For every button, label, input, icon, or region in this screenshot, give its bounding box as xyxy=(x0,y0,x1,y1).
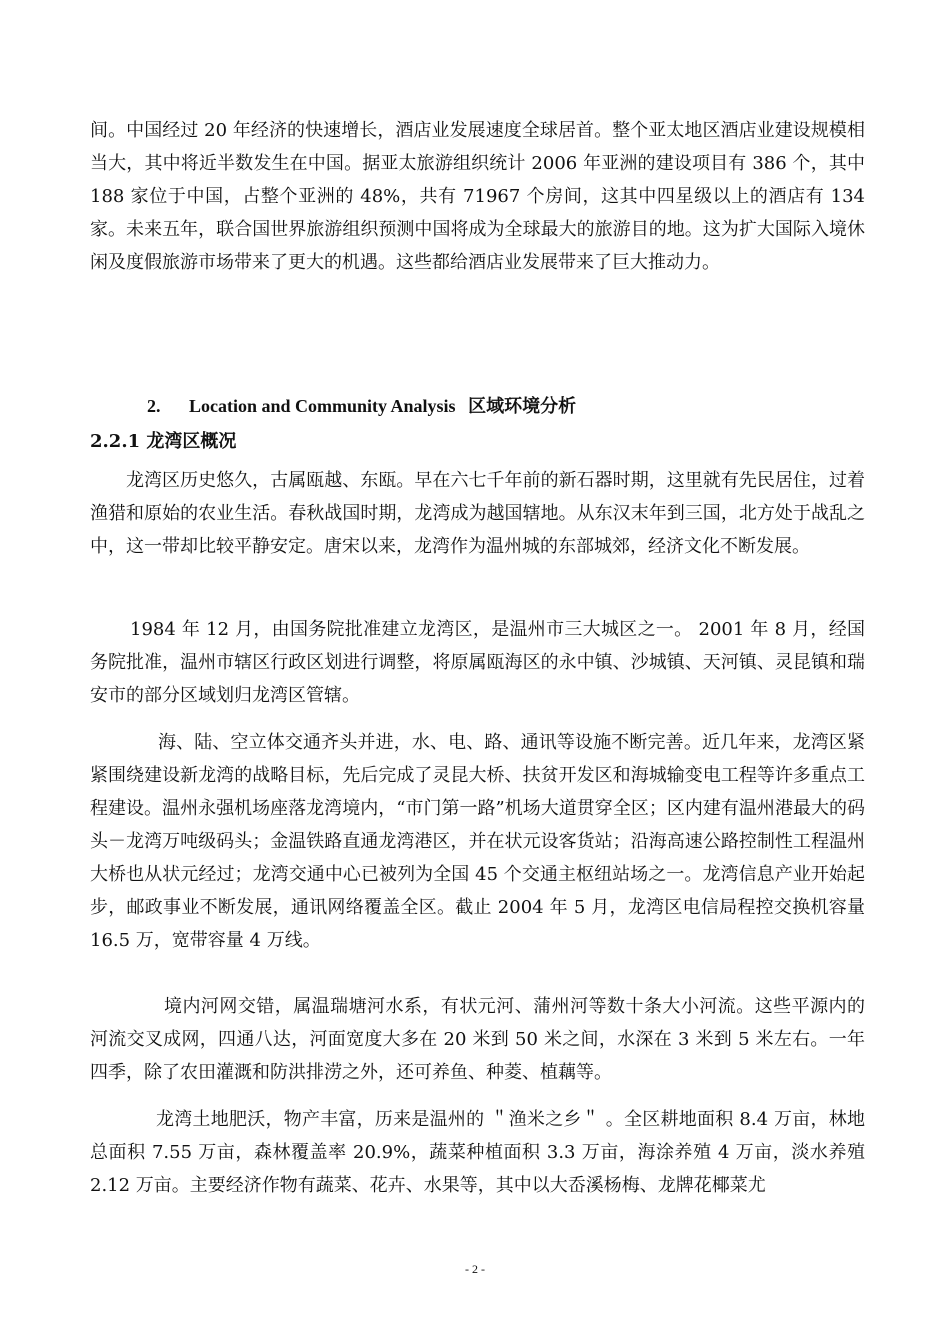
page-number: - 2 - xyxy=(465,1262,485,1276)
section-title-chinese: 区域环境分析 xyxy=(468,396,577,417)
subsection-heading xyxy=(90,429,236,455)
intro-paragraph: 间。中国经过 20 年经济的快速增长，酒店业发展速度全球居首。整个亚太地区酒店业建设规模相当大，其中将近半数发生在中国。据亚太旅游组织统计 2006 年亚洲的建设项目有 386 个，其中 188 家位于中国，占整个亚洲的 48%，共有 71967 个房间，这其中四星级以上的酒店有 134 家。未来五年，联合国世界旅游组织预测中国将成为全球最大的旅游目的地。这为扩大国际入境休闲及度假旅游市场带来了更大的机遇。这些都给酒店业发展带来了巨大推动力。 xyxy=(90,120,865,273)
paragraph-agriculture: 龙湾土地肥沃，物产丰富，历来是温州的 ＂渔米之乡＂ 。全区耕地面积 8.4 万亩，林地总面积 7.55 万亩，森林覆盖率 20.9%，蔬菜种植面积 3.3 万亩，海涂养殖 4 万亩，淡水养殖 2.12 万亩。主要经济作物有蔬菜、花卉、水果等，其中以大岙溪杨梅、龙牌花椰菜尤 xyxy=(90,1109,865,1196)
section-title-english: Location and Community Analysis xyxy=(189,396,456,416)
paragraph-transport: 海、陆、空立体交通齐头并进，水、电、路、通讯等设施不断完善。近几年来，龙湾区紧紧围绕建设新龙湾的战略目标，先后完成了灵昆大桥、扶贫开发区和海城输变电工程等许多重点工程建设。温州永强机场座落龙湾境内，“市门第一路”机场大道贯穿全区；区内建有温州港最大的码头－龙湾万吨级码头；金温铁路直通龙湾港区，并在状元设客货站；沿海高速公路控制性工程温州大桥也从状元经过；龙湾交通中心已被列为全国 45 个交通主枢纽站场之一。龙湾信息产业开始起步，邮政事业不断发展，通讯网络覆盖全区。截止 2004 年 5 月，龙湾区电信局程控交换机容量 16.5 万，宽带容量 4 万线。 xyxy=(90,732,865,951)
section-number: 2. xyxy=(147,396,161,416)
paragraph-rivers: 境内河网交错，属温瑞塘河水系，有状元河、蒲州河等数十条大小河流。这些平源内的河流交叉成网，四通八达，河面宽度大多在 20 米到 50 米之间，水深在 3 米到 5 米左右。一年四季，除了农田灌溉和防洪排涝之外，还可养鱼、种菱、植藕等。 xyxy=(90,996,865,1083)
paragraph-history: 龙湾区历史悠久，古属瓯越、东瓯。早在六七千年前的新石器时期，这里就有先民居住，过着渔猎和原始的农业生活。春秋战国时期，龙湾成为越国辖地。从东汉末年到三国，北方处于战乱之中，这一带却比较平静安定。唐宋以来，龙湾作为温州城的东部城郊，经济文化不断发展。 xyxy=(90,470,865,557)
subsection-title: 龙湾区概况 xyxy=(146,431,237,452)
paragraph-administration: 1984 年 12 月，由国务院批准建立龙湾区，是温州市三大城区之一。 2001 年 8 月，经国务院批准，温州市辖区行政区划进行调整，将原属瓯海区的永中镇、沙城镇、天河镇、灵昆镇和瑞安市的部分区域划归龙湾区管辖。 xyxy=(90,619,865,706)
section-heading xyxy=(147,393,576,420)
subsection-number: 2.2.1 xyxy=(90,431,141,452)
